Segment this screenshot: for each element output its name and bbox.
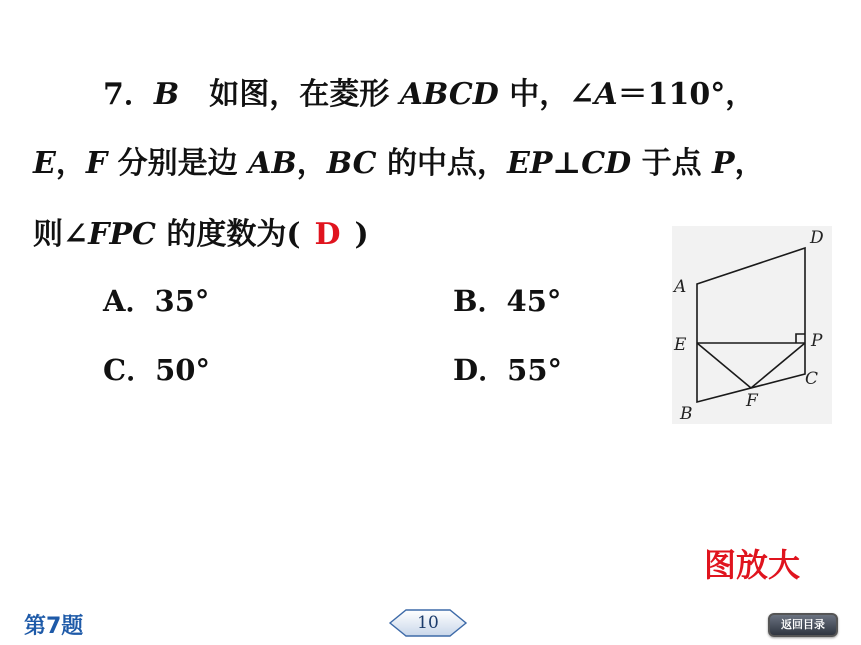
question-line-3: 则∠FPC 的度数为( D ): [33, 217, 369, 252]
right-angle-mark: [796, 334, 805, 343]
rhombus-diagram: [672, 226, 832, 424]
label-p: P: [811, 331, 823, 351]
label-c: C: [805, 369, 819, 389]
option-b: B．45°: [453, 284, 562, 318]
question-line-2: E，F 分别是边 AB，BC 的中点，EP⊥CD 于点 P，: [33, 146, 765, 181]
label-d: D: [810, 228, 824, 248]
answer-choice: D: [314, 217, 341, 252]
question-label: 第7题: [24, 614, 84, 639]
option-a: A．35°: [103, 284, 210, 318]
question-number: 7: [103, 77, 124, 112]
option-c: C．50°: [103, 353, 210, 387]
page-indicator: [388, 607, 468, 639]
zoom-figure-link[interactable]: 图放大: [704, 546, 801, 584]
rhombus-abcd: [697, 248, 805, 402]
segment-ef: [697, 343, 751, 388]
label-b: B: [680, 404, 693, 424]
rhombus-figure: [672, 226, 832, 424]
option-d: D．55°: [453, 353, 563, 387]
question-line-1: 7．B 如图，在菱形 ABCD 中，∠A＝110°，: [103, 77, 756, 112]
label-e: E: [674, 335, 687, 355]
label-f: F: [746, 391, 758, 411]
page-number: 10: [417, 613, 439, 633]
answer-key: B: [153, 77, 180, 112]
label-a: A: [674, 277, 687, 297]
return-to-contents-button[interactable]: 返回目录: [768, 613, 838, 637]
